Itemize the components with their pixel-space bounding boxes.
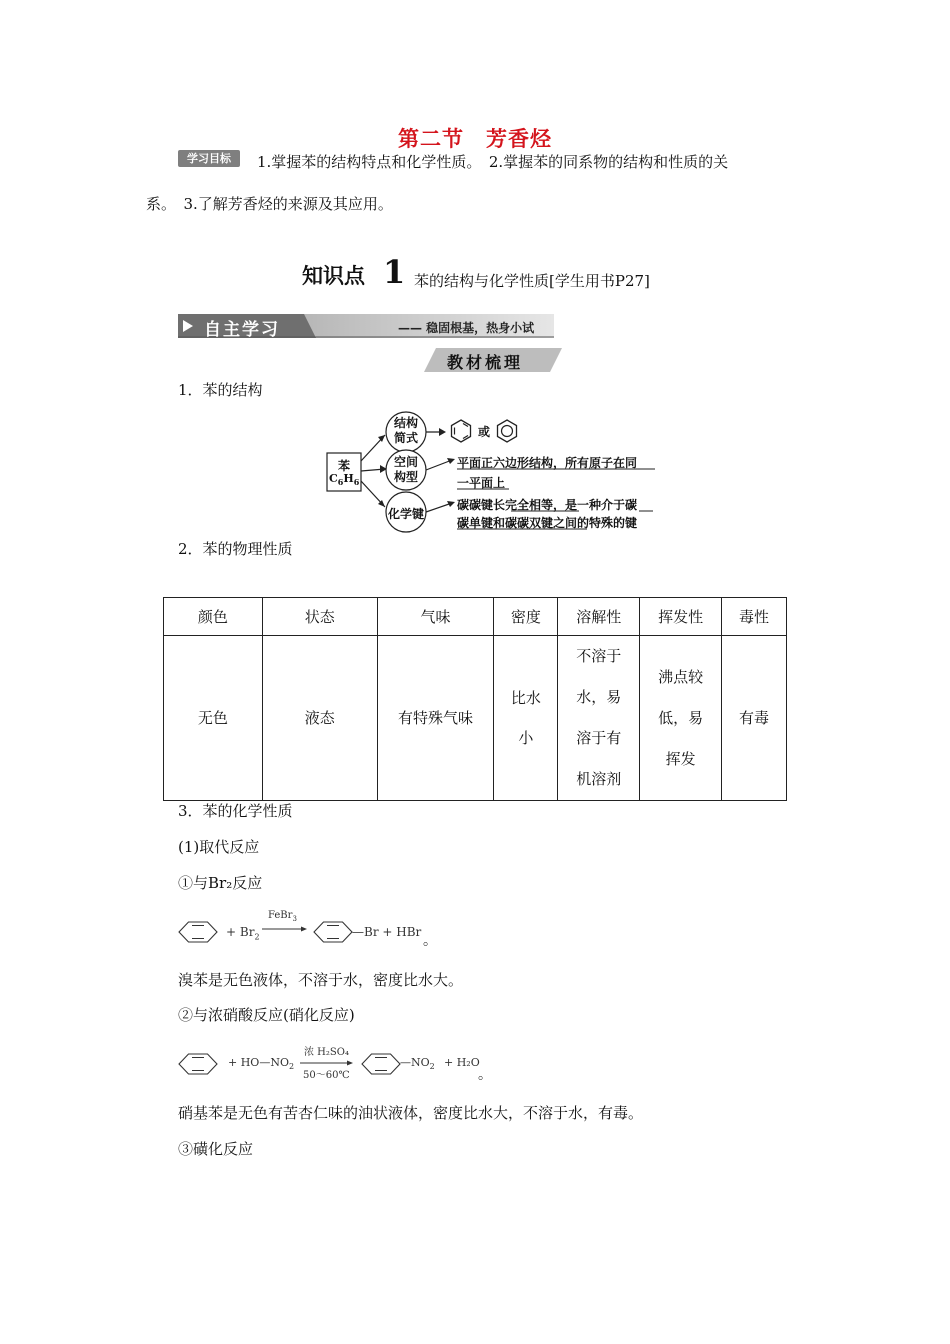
benzene-ring-icon [362, 1054, 400, 1074]
equation-end-mark: 。 [423, 933, 437, 949]
self-study-tagline: —— 稳固根基，热身小试 [398, 321, 535, 335]
physical-heading: 2．苯的物理性质 [178, 540, 293, 558]
physical-properties-table [163, 597, 787, 801]
benzene-formula: $C_6H_6$ [329, 472, 360, 488]
table-cell [640, 636, 722, 801]
spatial-desc-line-1: 平面正六边形结构，所有原子在同 [457, 456, 638, 470]
textbook-review-label: 教材梳理 [447, 353, 524, 372]
substitution-heading: (1)取代反应 [178, 838, 260, 856]
sulfonation-item: ③磺化反应 [178, 1140, 254, 1158]
febr3-catalyst: FeBr$_3$ [268, 910, 297, 923]
color-value: 无色 [197, 709, 228, 727]
table-cell [262, 636, 377, 801]
nitration-equation [176, 1040, 516, 1086]
table-cell [494, 636, 558, 801]
volatility-value: 沸点较 低，易 挥发 [658, 667, 704, 768]
spatial-desc-line-2: 一平面上 [457, 476, 506, 490]
state-value: 液态 [304, 709, 335, 727]
chemical-heading: 3．苯的化学性质 [178, 802, 293, 820]
spatial-config-label: 空间 构型 [393, 455, 418, 484]
goals-line-2: 系。 3.了解芳香烃的来源及其应用。 [146, 195, 393, 213]
table-header-cell: 溶解性 [558, 598, 640, 636]
table-header-cell: 毒性 [722, 598, 787, 636]
bromobenzene-note: 溴苯是无色液体，不溶于水，密度比水大。 [178, 971, 464, 989]
benzene-name: 苯 [337, 459, 350, 473]
odor-value: 有特殊气味 [397, 709, 473, 727]
table-cell [558, 636, 640, 801]
benzene-ring-icon [179, 922, 217, 942]
kekule-benzene-icon [452, 420, 471, 442]
bromine-reagent: + $Br_2$ [226, 925, 260, 942]
chemical-bond-label: 化学键 [387, 507, 424, 521]
table-header-row [164, 598, 787, 636]
knowledge-point-label: 知识点 [302, 264, 365, 288]
knowledge-point-subtitle: 苯的结构与化学性质[学生用书P27] [414, 272, 650, 290]
benzene-ring-icon [179, 1054, 217, 1074]
nitrobenzene-product: $—NO_2$ [400, 1056, 435, 1072]
benzene-ring-icon [314, 922, 352, 942]
sulfuric-acid-catalyst: 浓 H₂SO₄ [304, 1047, 349, 1058]
page-title: 第二节 芳香烃 [398, 126, 552, 151]
self-study-label: 自主学习 [204, 320, 280, 340]
table-header-cell: 颜色 [164, 598, 263, 636]
density-value: 比水 小 [510, 689, 541, 747]
table-header-cell: 挥发性 [640, 598, 722, 636]
bromination-products: —Br + HBr [352, 925, 422, 939]
bromination-equation [176, 908, 446, 950]
knowledge-point-number: 1 [383, 253, 406, 291]
table-header-cell: 密度 [494, 598, 558, 636]
table-header-cell: 状态 [262, 598, 377, 636]
equation-end-mark: 。 [478, 1067, 492, 1083]
nitration-item: ②与浓硝酸反应(硝化反应) [178, 1006, 355, 1024]
table-cell [164, 636, 263, 801]
nitric-acid-reagent: + $HO—NO_2$ [228, 1056, 295, 1072]
bond-desc-line-1: 碳碳键长完全相等，是一种介于碳 [457, 498, 638, 512]
or-label: 或 [478, 425, 491, 439]
bond-desc-line-2: 碳单键和碳碳双键之间的特殊的键 [457, 516, 638, 530]
toxicity-value: 有毒 [739, 709, 770, 727]
structure-formula-label: 结构 简式 [393, 416, 418, 445]
water-product: + H₂O [444, 1056, 480, 1069]
table-row [164, 636, 787, 801]
goals-line-1: 1.掌握苯的结构特点和化学性质。 2.掌握苯的同系物的结构和性质的关 [257, 153, 729, 171]
nitrobenzene-note: 硝基苯是无色有苦杏仁味的油状液体，密度比水大，不溶于水，有毒。 [178, 1104, 644, 1122]
structure-heading: 1．苯的结构 [178, 381, 263, 399]
table-header-cell: 气味 [377, 598, 494, 636]
aromatic-benzene-icon [498, 420, 517, 442]
learning-goals-badge: 学习目标 [178, 150, 240, 167]
temperature-condition: 50～60℃ [303, 1070, 350, 1081]
solubility-value: 不溶于 水，易 溶于有 机溶剂 [576, 647, 622, 788]
benzene-structure-diagram [325, 405, 665, 535]
table-cell [377, 636, 494, 801]
bromination-item: ①与Br₂反应 [178, 874, 263, 892]
table-cell [722, 636, 787, 801]
